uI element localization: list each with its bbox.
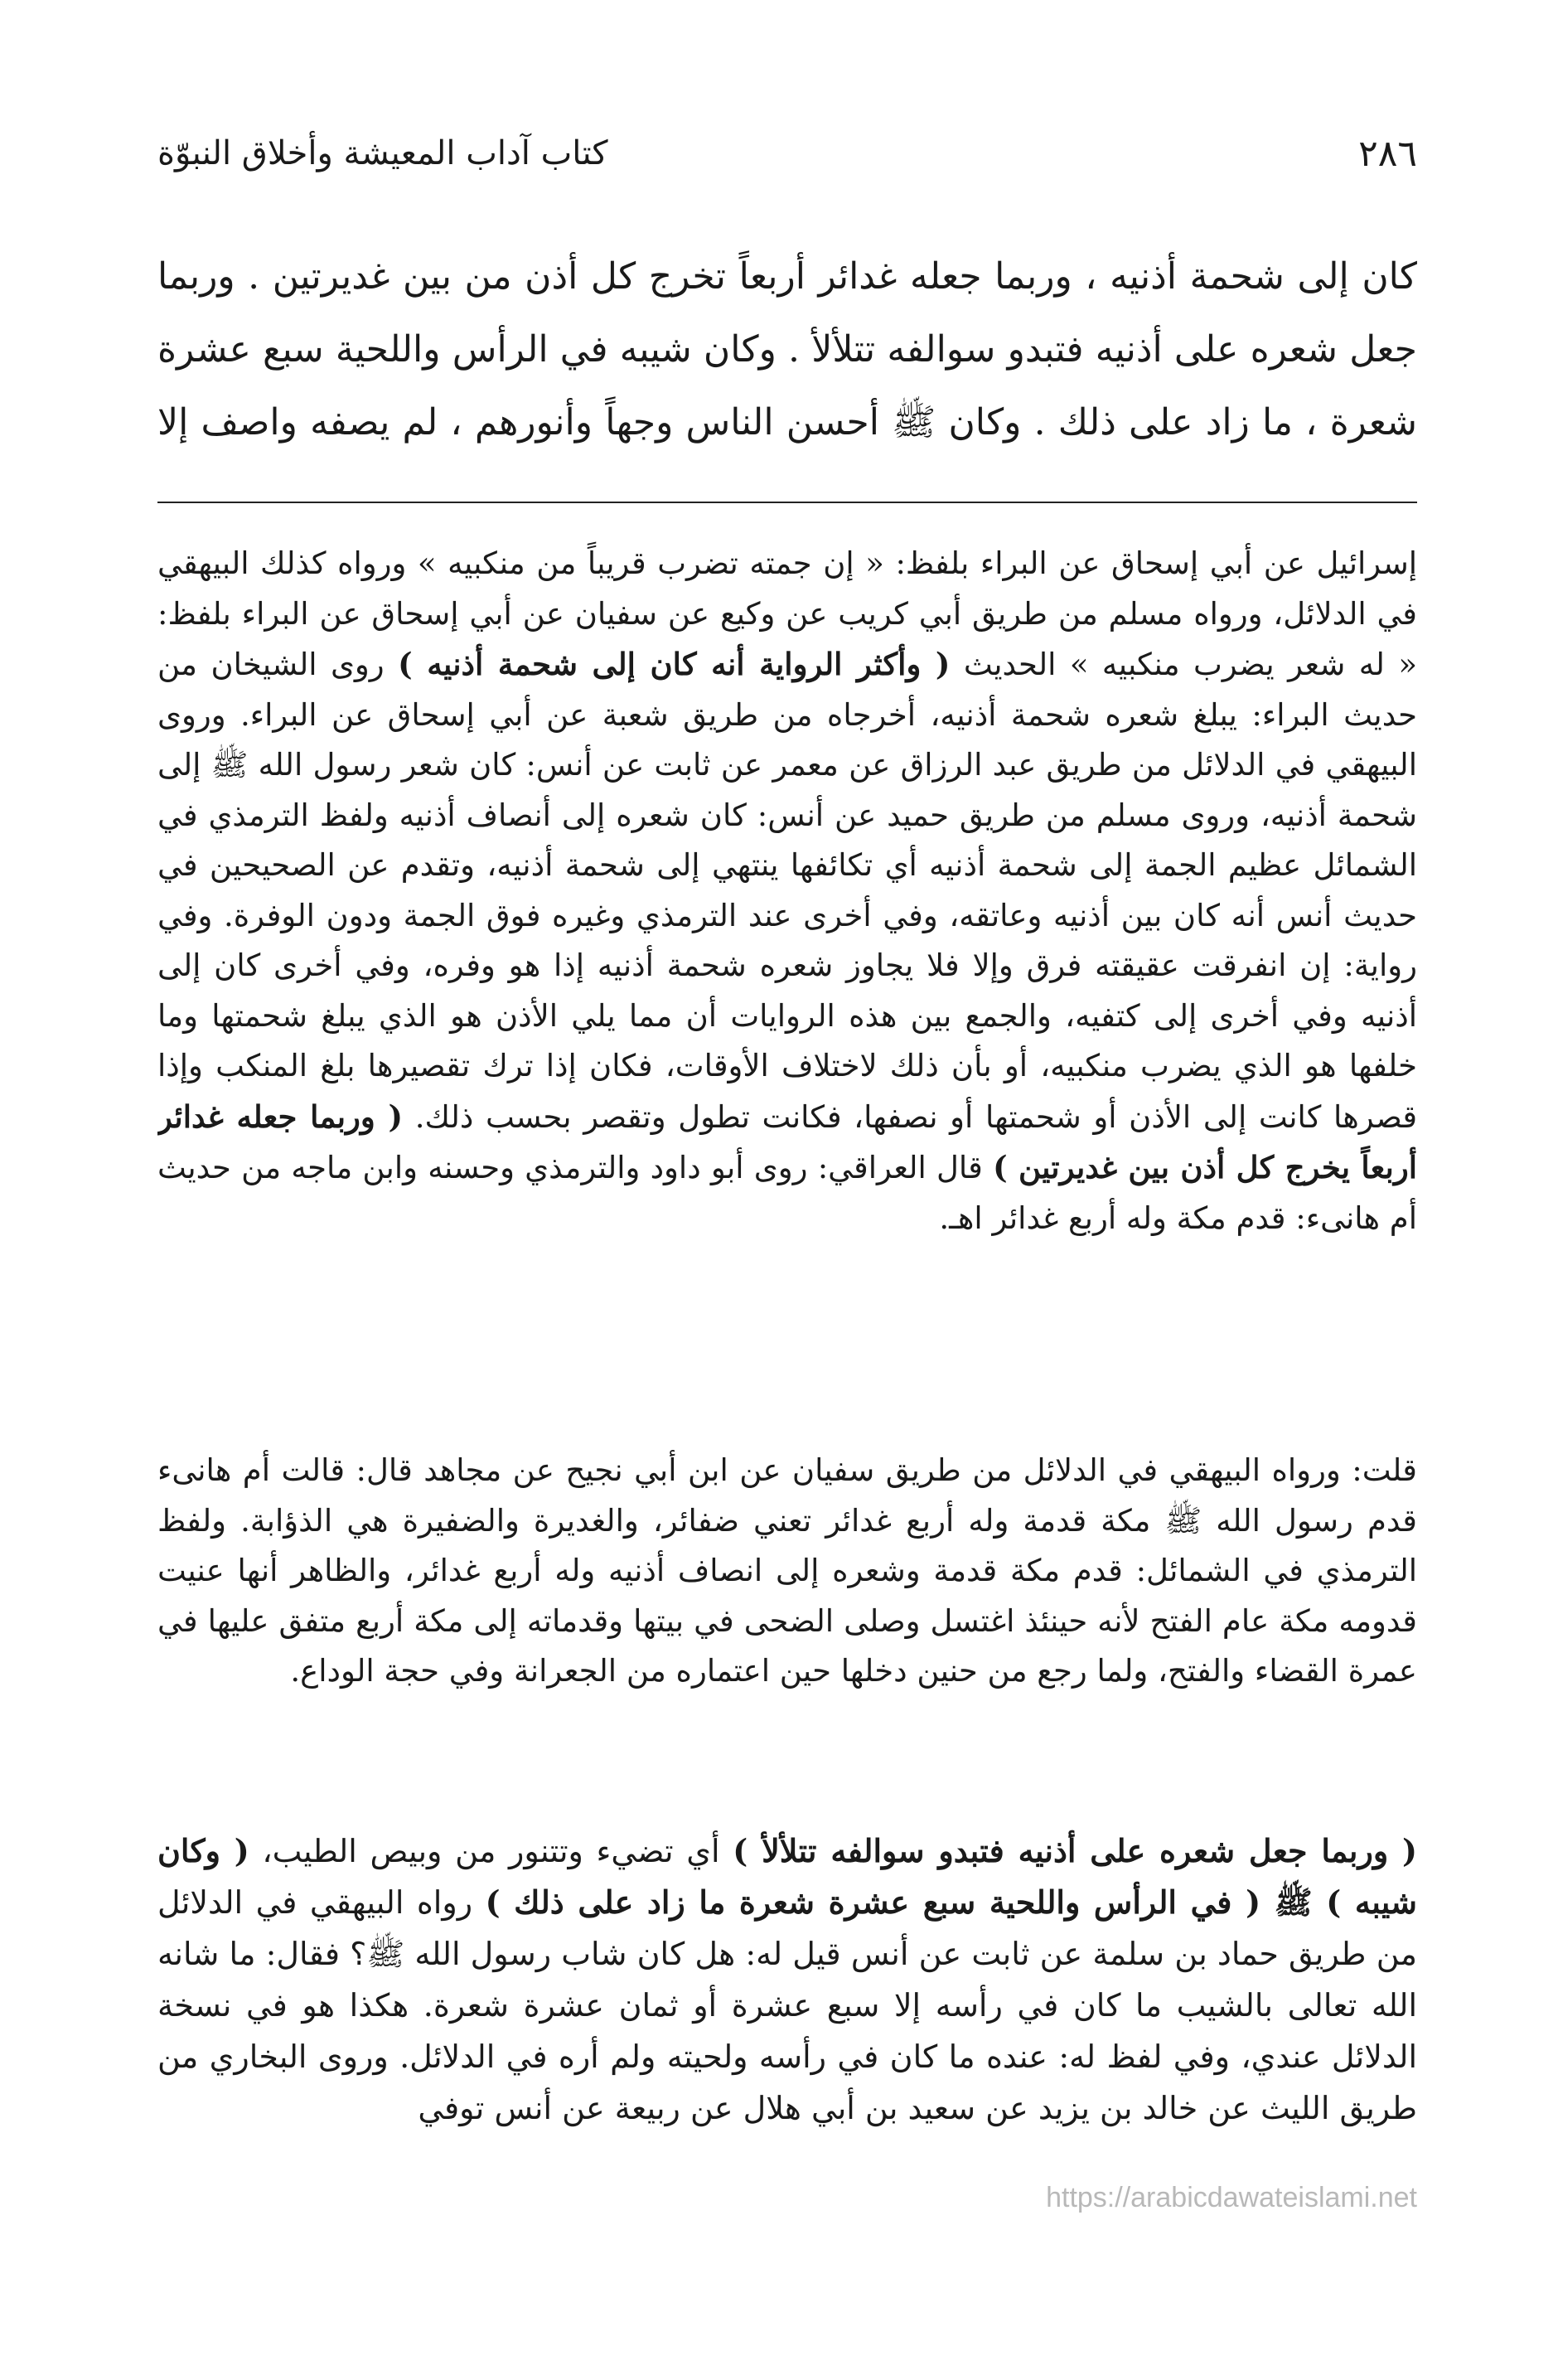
running-title: كتاب آداب المعيشة وأخلاق النبوّة	[157, 134, 608, 172]
main-paragraph: كان إلى شحمة أذنيه ، وربما جعله غدائر أربعاً تخرج كل أذن من بين غديرتين . وربما جعل شعره على أذنيه فتبدو سوالفه تتلألأ . وكان شيبه في الرأس واللحية سبع عشرة شعرة ، ما زاد على ذلك . وكان ﷺ أحسن الناس وجهاً وأنورهم ، لم يصفه واصف إلا	[157, 255, 1417, 444]
commentary-text: روى الشيخان من حديث البراء: يبلغ شعره شحمة أذنيه، أخرجاه من طريق شعبة عن أبي إسحاق عن البراء. وروى البيهقي في الدلائل من طريق عبد الرزاق عن معمر عن ثابت عن أنس: كان شعر رسول الله ﷺ إلى شحمة أذنيه، وروى مسلم من طريق حميد عن أنس: كان شعره إلى أنصاف أذنيه ولفظ الترمذي في الشمائل عظيم الجمة إلى شحمة أذنيه أي تكائفها ينتهي إلى شحمة أذنيه، وتقدم عن الصحيحين في حديث أنس أنه كان بين أذنيه وعاتقه، وفي أخرى عند الترمذي وغيره فوق الجمة ودون الوفرة. وفي رواية: إن انفرقت عقيقته فرق وإلا فلا يجاوز شعره شحمة أذنيه إذا هو وفره، وفي أخرى كان إلى أذنيه وفي أخرى إلى كتفيه، والجمع بين هذه الروايات أن مما يلي الأذن هو الذي يبلغ شحمتها وما خلفها هو الذي يضرب منكبيه، أو بأن ذلك لاختلاف الأوقات، فكان إذا ترك تقصيرها بلغ المنكب وإذا قصرها كانت إلى الأذن أو شحمتها أو نصفها، فكانت تطول وتقصر بحسب ذلك.	[157, 647, 1417, 1135]
commentary-text: قال العراقي: روى أبو داود والترمذي وحسنه وابن ماجه من حديث أم هانىء: قدم مكة وله أربع غدائر اهـ.	[157, 1150, 1417, 1236]
commentary-text: رواه البيهقي في الدلائل من طريق حماد بن سلمة عن ثابت عن أنس قيل له: هل كان شاب رسول الله ﷺ؟ فقال: ما شانه الله تعالى بالشيب ما كان في رأسه إلا سبع عشرة أو ثمان عشرة شعرة. هكذا هو في نسخة الدلائل عندي، وفي لفظ له: عنده ما كان في رأسه ولحيته ولم أره في الدلائل. وروى البخاري من طريق الليث عن خالد بن يزيد عن سعيد بن أبي هلال عن ربيعة عن أنس توفي	[157, 1884, 1417, 2126]
commentary-text: إسرائيل عن أبي إسحاق عن البراء بلفظ: « إن جمته تضرب قريباً من منكبيه » ورواه كذلك البيهقي في الدلائل، ورواه مسلم من طريق أبي كريب عن وكيع عن سفيان عن أبي إسحاق عن البراء بلفظ: « له شعر يضرب منكبيه » الحديث	[157, 545, 1417, 682]
commentary-paragraph-2	[157, 1446, 1417, 1794]
commentary-block	[157, 539, 1417, 2290]
quoted-matn: ( وربما جعله غدائر أربعاً يخرج كل أذن بين غديرتين )	[157, 1098, 1417, 1185]
footnote-separator	[157, 502, 1417, 503]
page-header	[157, 124, 1417, 182]
book-page	[157, 124, 1417, 2313]
commentary-paragraph-3	[157, 1825, 1417, 2290]
commentary-paragraph-1	[157, 539, 1417, 1419]
quoted-matn: ( وكان شيبه ) ﷺ ( في الرأس واللحية سبع عشرة شعرة ما زاد على ذلك )	[157, 1832, 1417, 1921]
commentary-text: أي تضيء وتتنور من وبيص الطيب،	[262, 1833, 720, 1869]
quoted-matn: ( وربما جعل شعره على أذنيه فتبدو سوالفه تتلألأ )	[733, 1832, 1417, 1869]
page-number: ٢٨٦	[1358, 132, 1417, 175]
quoted-matn: ( وأكثر الرواية أنه كان إلى شحمة أذنيه )	[398, 646, 951, 682]
main-text-block	[157, 240, 1417, 459]
watermark-url: https://arabicdawateislami.net	[1046, 2182, 1417, 2213]
commentary-text: قلت: ورواه البيهقي في الدلائل من طريق سفيان عن ابن أبي نجيح عن مجاهد قال: قالت أم هانىء قدم رسول الله ﷺ مكة قدمة وله أربع غدائر تعني ضفائر، والغديرة والضفيرة هي الذؤابة. ولفظ الترمذي في الشمائل: قدم مكة قدمة وشعره إلى انصاف أذنيه وله أربع غدائر، والظاهر أنها عنيت قدومه مكة عام الفتح لأنه حينئذ اغتسل وصلى الضحى في بيتها وقدماته إلى مكة أربع متفق عليها في عمرة القضاء والفتح، ولما رجع من حنين دخلها حين اعتماره من الجعرانة وفي حجة الوداع.	[157, 1452, 1417, 1689]
